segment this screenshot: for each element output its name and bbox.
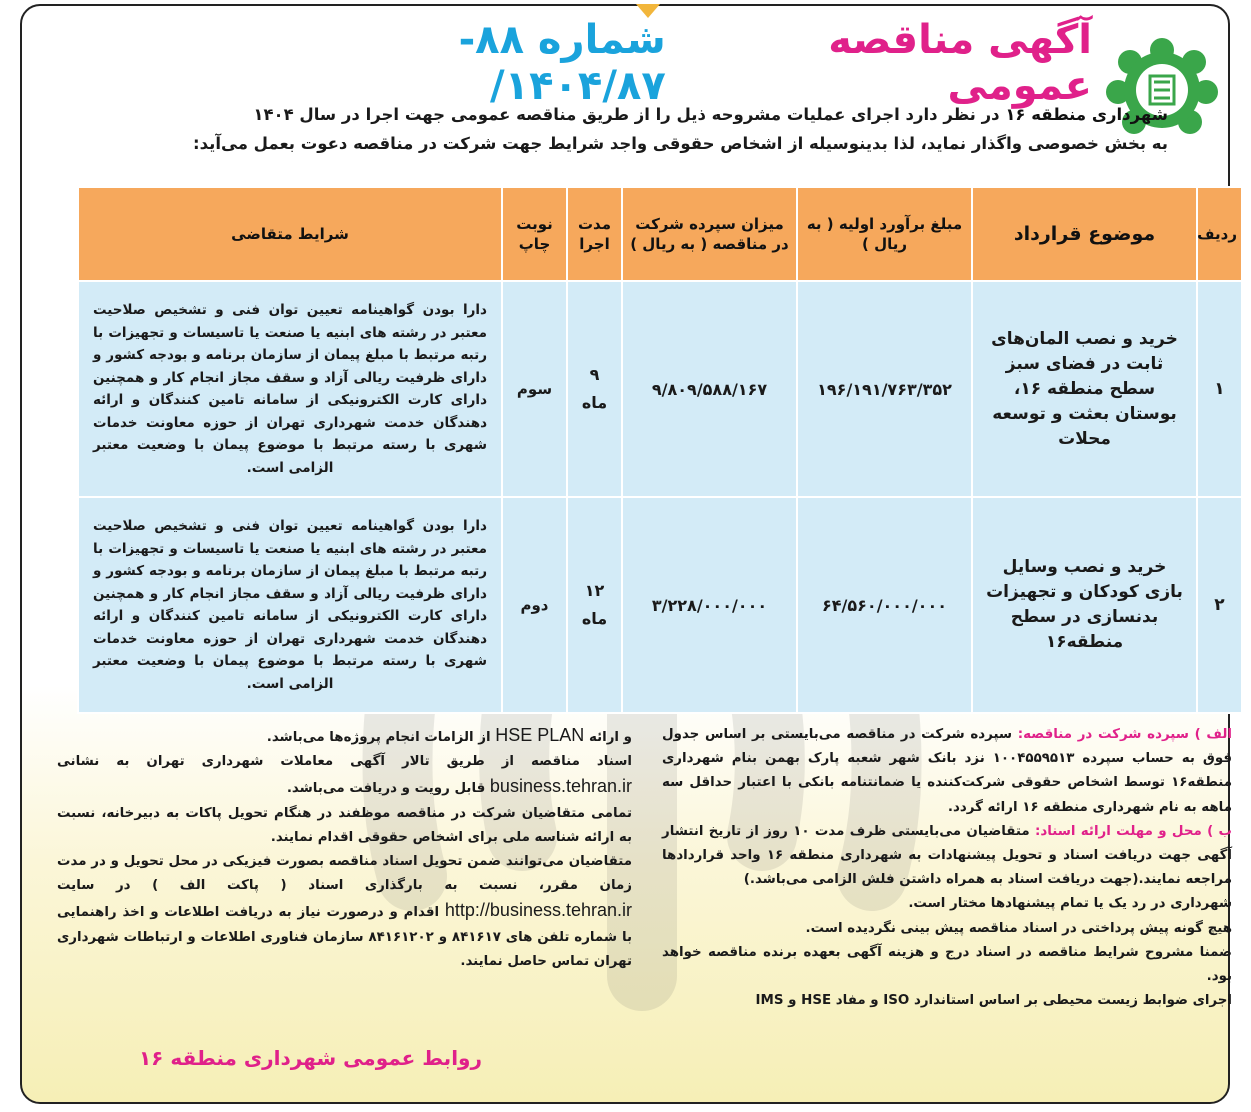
note-portal-post: قابل رویت و دریافت می‌باشد. (286, 781, 490, 797)
note-upload (57, 850, 632, 974)
public-relations-signature: روابط عمومی شهرداری منطقه ۱۶ (138, 1046, 482, 1070)
tender-table (77, 186, 1243, 714)
header-estimate: مبلغ برآورد اولیه ( به ریال ) (797, 187, 972, 281)
notes-right-column (662, 723, 1232, 1013)
header-duration: مدت اجرا (567, 187, 622, 281)
note-hse-pre: و ارائه (584, 730, 632, 745)
intro-lead: شهرداری منطقه ۱۶ (1005, 105, 1168, 124)
applicant-conditions: دارا بودن گواهینامه تعیین توان فنی و تشخیص صلاحیت معتبر در رشته های ابنیه یا صنعت یا تاسیسات و تجهیزات با رتبه مرتبط با مبلغ پیمان از سازمان برنامه و بودجه کشور و دارای ظرفیت ریالی آزاد و سقف مجاز انجام کار و همچنین دارای کارت الکترونیکی از سامانه تامین کنندگان و ارائه دهندگان خدمت شهرداری تهران از حوزه معاونت خدمات شهری با رسته مرتبط با موضوع پیمان با وضعیت معتبر الزامی است. (78, 281, 502, 497)
title-text: آگهی مناقصه عمومی (828, 17, 1092, 109)
hse-plan-text: HSE PLAN (495, 725, 585, 745)
header-conditions: شرایط متقاضی (78, 187, 502, 281)
header-subject: موضوع قرارداد (972, 187, 1197, 281)
note-ad-cost: ضمنا مشروح شرایط مناقصه در اسناد درج و هزینه آگهی بعهده برنده مناقصه خواهد بود. (662, 944, 1232, 985)
note-deposit-heading: الف ) سپرده شرکت در مناقصه: (1017, 727, 1233, 742)
header-deposit: میزان سپرده شرکت در مناقصه ( به ریال ) (622, 187, 797, 281)
note-documents-heading: ب ) محل و مهلت ارائه اسناد: (1035, 823, 1232, 839)
note-portal (57, 750, 632, 801)
note-portal-text: اسناد مناقصه از طریق تالار آگهی معاملات شهرداری تهران به نشانی (57, 754, 632, 770)
note-rejection: شهرداری در رد یک یا تمام پیشنهادها مختار است. (908, 896, 1232, 912)
top-notch-decoration (636, 4, 660, 18)
note-environment: اجرای ضوابط زیست محیطی بر اساس استاندارد ISO و مفاد HSE و IMS (755, 993, 1232, 1009)
header-row-number: ردیف (1197, 187, 1242, 281)
contract-subject: خرید و نصب وسایل بازی کودکان و تجهیزات بدنسازی در سطح منطقه۱۶ (972, 497, 1197, 713)
note-documents-text: متقاضیان می‌بایستی ظرف مدت ۱۰ روز از تاریخ انتشار آگهی جهت دریافت اسناد و تحویل پیشنهادات به شهرداری منطقه ۱۶ واحد قراردادها مراجعه نمایند.(جهت دریافت اسناد به همراه داشتن فلش الزامی می‌باشد.) (662, 823, 1232, 888)
row-number: ۲ (1197, 497, 1242, 713)
notice-number: شماره ۸۸- ۱۴۰۴/۸۷/ (458, 17, 666, 109)
note-upload-post: اقدام و درصورت نیاز به دریافت اطلاعات و اخذ راهنمایی با شماره تلفن های ۸۴۱۶۱۷ و ۸۴۱۶۱۲۰۲ سازمان فناوری اطلاعات و ارتباطات شهرداری تهران تماس حاصل نمایند. (57, 905, 633, 969)
note-prepayment: هیچ گونه پیش پرداختی در اسناد مناقصه پیش بینی نگردیده است. (805, 920, 1232, 936)
intro-line-2: به بخش خصوصی واگذار نماید، لذا بدینوسیله از اشخاص حقوقی واجد شرایط جهت شرکت در مناقصه دعوت بعمل می‌آید: (193, 134, 1168, 153)
portal-link[interactable]: business.tehran.ir (489, 776, 632, 797)
notice-title (282, 17, 1092, 109)
row-number: ۱ (1197, 281, 1242, 497)
notes-left-column (57, 723, 632, 974)
note-upload-text: متقاضیان می‌توانند ضمن تحویل اسناد مناقصه بصورت فیزیکی در محل تحویل و در مدت زمان مقرر، نسبت به بارگذاری اسناد ( پاکت الف ) در سایت (57, 854, 632, 894)
initial-estimate: ۶۴/۵۶۰/۰۰۰/۰۰۰ (797, 497, 972, 713)
table-row (78, 281, 1242, 497)
intro-paragraph (88, 100, 1168, 158)
note-deposit (662, 723, 1232, 820)
header-print-round: نوبت چاپ (502, 187, 567, 281)
execution-duration: ۹ ماه (567, 281, 622, 497)
notice-frame (20, 4, 1237, 1104)
execution-duration: ۱۲ ماه (567, 497, 622, 713)
note-deposit-text: سپرده شرکت در مناقصه می‌بایستی بر اساس جدول فوق به حساب سپرده ۱۰۰۴۵۵۹۵۱۳ نزد بانک شهر شعبه پارک بهمن بنام شهرداری منطقه۱۶ توسط اشخاص حقوقی شرکت‌کننده یا ضمانتنامه بانکی با اعتبار حداقل سه ماهه به نام شهرداری منطقه ۱۶ ارائه گردد. (662, 727, 1232, 815)
print-round: دوم (502, 497, 567, 713)
note-hse-post: از الزامات انجام پروژه‌ها می‌باشد. (266, 730, 496, 745)
contract-subject: خرید و نصب المان‌های ثابت در فضای سبز سطح منطقه ۱۶، بوستان بعثت و توسعه محلات (972, 281, 1197, 497)
initial-estimate: ۱۹۶/۱۹۱/۷۶۳/۳۵۲ (797, 281, 972, 497)
intro-text: در نظر دارد اجرای عملیات مشروحه ذیل را از طریق مناقصه عمومی جهت اجرا در سال ۱۴۰۴ (253, 105, 1006, 124)
note-hse (57, 723, 632, 750)
tender-deposit: ۳/۲۲۸/۰۰۰/۰۰۰ (622, 497, 797, 713)
tender-deposit: ۹/۸۰۹/۵۸۸/۱۶۷ (622, 281, 797, 497)
note-documents (662, 820, 1232, 893)
print-round: سوم (502, 281, 567, 497)
upload-site-link[interactable]: http://business.tehran.ir (444, 900, 632, 921)
applicant-conditions: دارا بودن گواهینامه تعیین توان فنی و تشخیص صلاحیت معتبر در رشته های ابنیه یا صنعت یا تاسیسات و تجهیزات با رتبه مرتبط با مبلغ پیمان از سازمان برنامه و بودجه کشور و دارای ظرفیت ریالی آزاد و سقف مجاز انجام کار و همچنین دارای کارت الکترونیکی از سامانه تامین کنندگان و ارائه دهندگان خدمت شهرداری تهران از حوزه معاونت خدمات شهری با رسته مرتبط با موضوع پیمان با وضعیت معتبر الزامی است. (78, 497, 502, 713)
table-row (78, 497, 1242, 713)
table-header-row (78, 187, 1242, 281)
note-national-id: تمامی متقاضیان شرکت در مناقصه موظفند در هنگام تحویل پاکات به دبیرخانه، نسبت به ارائه شناسه ملی برای اشخاص حقوقی اقدام نمایند. (57, 805, 632, 845)
